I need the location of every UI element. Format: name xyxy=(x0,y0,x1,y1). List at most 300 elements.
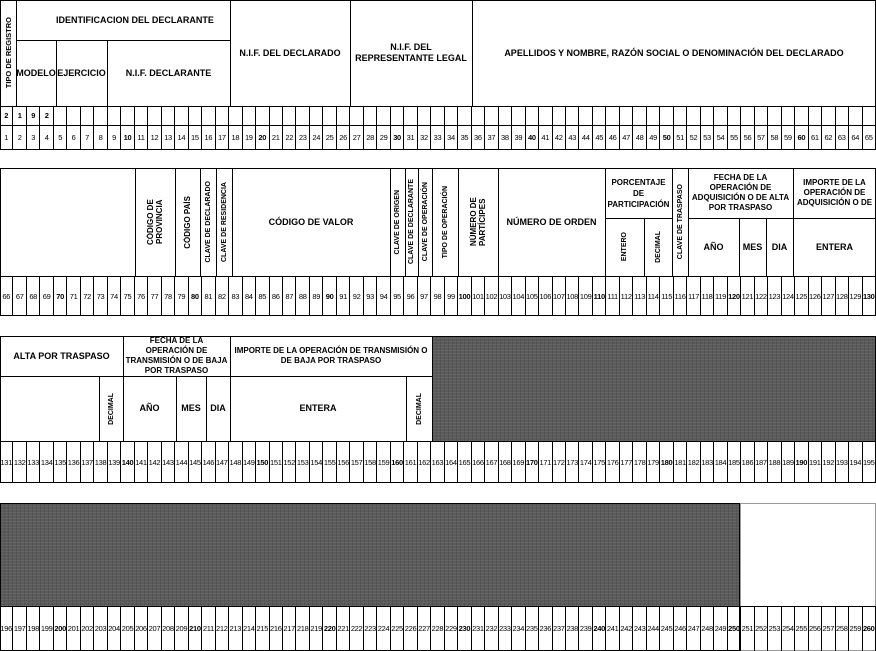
position-cell: 153 xyxy=(296,441,309,483)
codigo-pais-label: CÓDIGO PAÍS xyxy=(183,195,192,249)
input-cell[interactable] xyxy=(701,106,714,125)
position-cell: 180 xyxy=(660,441,673,483)
tipo-operacion-label: TIPO DE OPERACIÓN xyxy=(441,185,449,259)
position-cell: 165 xyxy=(458,441,471,483)
position-cell: 138 xyxy=(94,441,107,483)
position-cell: 87 xyxy=(283,276,296,316)
position-cell: 159 xyxy=(377,441,390,483)
position-cell: 152 xyxy=(283,441,296,483)
position-cell: 2 xyxy=(13,125,26,150)
dia-adq-header: DIA xyxy=(771,241,788,252)
position-cell: 125 xyxy=(795,276,808,316)
input-cell[interactable] xyxy=(849,106,862,125)
input-cell[interactable] xyxy=(202,106,215,125)
clave-declarado-label: CLAVE DE DECLARADO xyxy=(204,181,212,263)
position-cell: 7 xyxy=(81,125,94,150)
position-cell: 20 xyxy=(256,125,269,150)
porcentaje-entero-label: ENTERO xyxy=(621,232,628,262)
position-cell: 107 xyxy=(553,276,566,316)
input-cell[interactable] xyxy=(310,106,323,125)
position-cell: 258 xyxy=(836,606,849,651)
position-cell: 80 xyxy=(189,276,202,316)
input-cell[interactable] xyxy=(364,106,377,125)
position-cell: 226 xyxy=(404,606,417,651)
position-cell: 67 xyxy=(13,276,26,316)
position-cell: 141 xyxy=(135,441,148,483)
position-cell: 218 xyxy=(296,606,309,651)
position-cell: 179 xyxy=(647,441,660,483)
position-cell: 1 xyxy=(0,125,13,150)
position-cell: 254 xyxy=(782,606,795,651)
input-cell[interactable] xyxy=(189,106,202,125)
input-cell[interactable] xyxy=(283,106,296,125)
position-cell: 243 xyxy=(633,606,646,651)
input-cell[interactable]: 2 xyxy=(0,106,13,125)
dia-trans-header: DIA xyxy=(210,403,226,413)
input-cell[interactable] xyxy=(741,106,754,125)
nif-declarado-header: N.I.F. DEL DECLARADO xyxy=(239,47,341,58)
position-cell: 149 xyxy=(243,441,256,483)
input-cell[interactable] xyxy=(499,106,512,125)
input-cell[interactable] xyxy=(512,106,525,125)
position-cell: 251 xyxy=(741,606,754,651)
position-cell: 114 xyxy=(647,276,660,316)
position-cell: 130 xyxy=(863,276,876,316)
input-row-1 xyxy=(0,106,876,125)
position-cell: 78 xyxy=(162,276,175,316)
input-cell[interactable] xyxy=(768,106,781,125)
input-cell[interactable] xyxy=(243,106,256,125)
position-cell: 39 xyxy=(512,125,525,150)
position-cell: 73 xyxy=(94,276,107,316)
position-cell: 57 xyxy=(755,125,768,150)
position-cell: 59 xyxy=(782,125,795,150)
position-cell: 173 xyxy=(566,441,579,483)
position-cell: 220 xyxy=(323,606,336,651)
input-cell[interactable] xyxy=(485,106,498,125)
position-cell: 26 xyxy=(337,125,350,150)
input-cell[interactable] xyxy=(121,106,134,125)
position-cell: 53 xyxy=(701,125,714,150)
anio-trans-header: AÑO xyxy=(139,403,160,413)
position-cell: 8 xyxy=(94,125,107,150)
panel-1 xyxy=(0,0,876,150)
input-cell[interactable] xyxy=(674,106,687,125)
numero-participes-label: NÚMERO DE PARTÍCIPES xyxy=(469,197,487,247)
mes-trans-header: MES xyxy=(181,403,201,413)
position-cell: 144 xyxy=(175,441,188,483)
position-cell: 197 xyxy=(13,606,26,651)
position-cell: 131 xyxy=(0,441,13,483)
position-cell: 79 xyxy=(175,276,188,316)
input-cell[interactable] xyxy=(256,106,269,125)
input-cell[interactable] xyxy=(458,106,471,125)
position-cell: 228 xyxy=(431,606,444,651)
trans-decimal-label: DECIMAL xyxy=(415,392,423,425)
input-cell[interactable] xyxy=(472,106,485,125)
position-cell: 185 xyxy=(728,441,741,483)
importe-transmision-header: IMPORTE DE LA OPERACIÓN DE TRANSMISIÓN O DE BAJA POR TRASPASO xyxy=(234,346,428,365)
position-cell: 99 xyxy=(445,276,458,316)
position-cell: 44 xyxy=(580,125,593,150)
position-cell: 110 xyxy=(593,276,606,316)
position-cell: 94 xyxy=(377,276,390,316)
position-cell: 58 xyxy=(768,125,781,150)
position-cell: 139 xyxy=(108,441,121,483)
position-cell: 191 xyxy=(809,441,822,483)
panel-2 xyxy=(0,168,876,316)
input-cell[interactable] xyxy=(620,106,633,125)
panel-3 xyxy=(0,336,876,483)
position-cell: 143 xyxy=(162,441,175,483)
position-cell: 117 xyxy=(687,276,700,316)
clave-declarante-label: CLAVE DE DECLARANTE xyxy=(408,179,415,265)
nif-declarante-header: N.I.F. DECLARANTE xyxy=(125,67,212,78)
input-cell[interactable] xyxy=(660,106,673,125)
input-cell[interactable] xyxy=(687,106,700,125)
position-cell: 37 xyxy=(485,125,498,150)
position-cell: 4 xyxy=(40,125,53,150)
position-cell: 9 xyxy=(108,125,121,150)
position-cell: 85 xyxy=(256,276,269,316)
clave-residencia-label: CLAVE DE RESIDENCIA xyxy=(220,182,228,262)
input-cell[interactable] xyxy=(714,106,727,125)
input-cell[interactable] xyxy=(377,106,390,125)
position-cell: 246 xyxy=(674,606,687,651)
position-cell: 121 xyxy=(741,276,754,316)
position-cell: 257 xyxy=(822,606,835,651)
input-cell[interactable] xyxy=(755,106,768,125)
position-cell: 89 xyxy=(310,276,323,316)
position-cell: 142 xyxy=(148,441,161,483)
input-cell[interactable] xyxy=(323,106,336,125)
position-cell: 212 xyxy=(216,606,229,651)
porcentaje-header: PORCENTAJE DE PARTICIPACIÓN xyxy=(607,177,670,209)
position-cell: 172 xyxy=(553,441,566,483)
input-cell[interactable] xyxy=(404,106,417,125)
input-cell[interactable] xyxy=(391,106,404,125)
position-cell: 60 xyxy=(795,125,808,150)
position-cell: 51 xyxy=(674,125,687,150)
input-cell[interactable] xyxy=(229,106,242,125)
input-cell[interactable] xyxy=(809,106,822,125)
clave-origen-label: CLAVE DE ORIGEN xyxy=(394,189,401,255)
position-cell: 31 xyxy=(404,125,417,150)
position-cell: 195 xyxy=(863,441,876,483)
input-cell[interactable] xyxy=(633,106,646,125)
position-cell: 244 xyxy=(647,606,660,651)
position-cell: 76 xyxy=(135,276,148,316)
position-cell: 156 xyxy=(337,441,350,483)
porcentaje-decimal-label: DECIMAL xyxy=(654,231,662,263)
position-cell: 63 xyxy=(836,125,849,150)
position-cell: 97 xyxy=(418,276,431,316)
input-cell[interactable] xyxy=(350,106,363,125)
position-cell: 18 xyxy=(229,125,242,150)
position-cell: 194 xyxy=(849,441,862,483)
input-cell[interactable] xyxy=(566,106,579,125)
input-cell[interactable] xyxy=(54,106,67,125)
position-cell: 250 xyxy=(728,606,741,651)
position-cell: 38 xyxy=(499,125,512,150)
position-cell: 134 xyxy=(40,441,53,483)
position-cell: 193 xyxy=(836,441,849,483)
position-cell: 239 xyxy=(580,606,593,651)
position-cell: 252 xyxy=(755,606,768,651)
position-cell: 132 xyxy=(13,441,26,483)
position-cell: 158 xyxy=(364,441,377,483)
clave-operacion-label: CLAVE DE OPERACIÓN xyxy=(421,182,429,262)
apellidos-header: APELLIDOS Y NOMBRE, RAZÓN SOCIAL O DENOMINACIÓN DEL DECLARADO xyxy=(504,47,844,58)
position-cell: 206 xyxy=(135,606,148,651)
position-cell: 55 xyxy=(728,125,741,150)
position-cell: 224 xyxy=(377,606,390,651)
position-cell: 233 xyxy=(499,606,512,651)
input-cell[interactable] xyxy=(795,106,808,125)
input-cell[interactable] xyxy=(728,106,741,125)
position-cell: 162 xyxy=(418,441,431,483)
position-cell: 25 xyxy=(323,125,336,150)
number-row-4 xyxy=(0,606,876,651)
input-cell[interactable] xyxy=(162,106,175,125)
position-cell: 101 xyxy=(472,276,485,316)
input-cell[interactable] xyxy=(836,106,849,125)
position-cell: 40 xyxy=(526,125,539,150)
input-cell[interactable] xyxy=(270,106,283,125)
position-cell: 113 xyxy=(633,276,646,316)
anio-adq-header: AÑO xyxy=(703,241,724,252)
position-cell: 45 xyxy=(593,125,606,150)
shaded-area-3 xyxy=(432,337,875,441)
position-cell: 98 xyxy=(431,276,444,316)
input-cell[interactable] xyxy=(94,106,107,125)
input-cell[interactable] xyxy=(431,106,444,125)
position-cell: 208 xyxy=(162,606,175,651)
input-cell[interactable] xyxy=(135,106,148,125)
position-cell: 108 xyxy=(566,276,579,316)
position-cell: 151 xyxy=(270,441,283,483)
position-cell: 256 xyxy=(809,606,822,651)
input-cell[interactable] xyxy=(863,106,876,125)
position-cell: 62 xyxy=(822,125,835,150)
position-cell: 199 xyxy=(40,606,53,651)
position-cell: 215 xyxy=(256,606,269,651)
position-cell: 118 xyxy=(701,276,714,316)
position-cell: 5 xyxy=(54,125,67,150)
position-cell: 235 xyxy=(526,606,539,651)
input-cell[interactable] xyxy=(606,106,619,125)
input-cell[interactable] xyxy=(175,106,188,125)
number-row-2 xyxy=(0,276,876,316)
position-cell: 183 xyxy=(701,441,714,483)
position-cell: 129 xyxy=(849,276,862,316)
position-cell: 90 xyxy=(323,276,336,316)
position-cell: 184 xyxy=(714,441,727,483)
position-cell: 160 xyxy=(391,441,404,483)
position-cell: 43 xyxy=(566,125,579,150)
position-cell: 109 xyxy=(580,276,593,316)
codigo-valor-header: CÓDIGO DE VALOR xyxy=(268,216,354,227)
position-cell: 69 xyxy=(40,276,53,316)
position-cell: 219 xyxy=(310,606,323,651)
numero-orden-header: NÚMERO DE ORDEN xyxy=(506,216,597,227)
position-cell: 238 xyxy=(566,606,579,651)
position-cell: 17 xyxy=(216,125,229,150)
position-cell: 42 xyxy=(553,125,566,150)
position-cell: 248 xyxy=(701,606,714,651)
position-cell: 182 xyxy=(687,441,700,483)
position-cell: 52 xyxy=(687,125,700,150)
position-cell: 104 xyxy=(512,276,525,316)
position-cell: 91 xyxy=(337,276,350,316)
position-cell: 135 xyxy=(54,441,67,483)
position-cell: 81 xyxy=(202,276,215,316)
input-cell[interactable] xyxy=(337,106,350,125)
position-cell: 21 xyxy=(270,125,283,150)
position-cell: 54 xyxy=(714,125,727,150)
position-cell: 236 xyxy=(539,606,552,651)
position-cell: 216 xyxy=(270,606,283,651)
position-cell: 128 xyxy=(836,276,849,316)
input-cell[interactable] xyxy=(445,106,458,125)
position-cell: 120 xyxy=(728,276,741,316)
position-cell: 41 xyxy=(539,125,552,150)
position-cell: 260 xyxy=(863,606,876,651)
position-cell: 84 xyxy=(243,276,256,316)
position-cell: 3 xyxy=(27,125,40,150)
input-cell[interactable] xyxy=(526,106,539,125)
position-cell: 19 xyxy=(243,125,256,150)
position-cell: 92 xyxy=(350,276,363,316)
position-cell: 65 xyxy=(863,125,876,150)
position-cell: 205 xyxy=(121,606,134,651)
position-cell: 112 xyxy=(620,276,633,316)
position-cell: 6 xyxy=(67,125,80,150)
position-cell: 105 xyxy=(526,276,539,316)
position-cell: 227 xyxy=(418,606,431,651)
position-cell: 169 xyxy=(512,441,525,483)
input-cell[interactable] xyxy=(418,106,431,125)
position-cell: 189 xyxy=(782,441,795,483)
position-cell: 36 xyxy=(472,125,485,150)
position-cell: 148 xyxy=(229,441,242,483)
position-cell: 186 xyxy=(741,441,754,483)
fecha-adquisicion-header: FECHA DE LA OPERACIÓN DE ADQUISICIÓN O DE ALTA POR TRASPASO xyxy=(691,173,790,212)
input-cell[interactable] xyxy=(216,106,229,125)
position-cell: 77 xyxy=(148,276,161,316)
input-cell[interactable] xyxy=(553,106,566,125)
position-cell: 237 xyxy=(553,606,566,651)
position-cell: 210 xyxy=(189,606,202,651)
modelo-header: MODELO xyxy=(16,67,56,78)
position-cell: 259 xyxy=(849,606,862,651)
position-cell: 145 xyxy=(189,441,202,483)
position-cell: 249 xyxy=(714,606,727,651)
input-cell[interactable]: 9 xyxy=(27,106,40,125)
position-cell: 171 xyxy=(539,441,552,483)
position-cell: 178 xyxy=(633,441,646,483)
input-cell[interactable] xyxy=(81,106,94,125)
position-cell: 96 xyxy=(404,276,417,316)
position-cell: 127 xyxy=(822,276,835,316)
position-cell: 154 xyxy=(310,441,323,483)
input-cell[interactable] xyxy=(108,106,121,125)
position-cell: 150 xyxy=(256,441,269,483)
input-cell[interactable] xyxy=(593,106,606,125)
position-cell: 146 xyxy=(202,441,215,483)
position-cell: 136 xyxy=(67,441,80,483)
position-cell: 14 xyxy=(175,125,188,150)
input-cell[interactable] xyxy=(580,106,593,125)
nif-representante-header: N.I.F. DEL REPRESENTANTE LEGAL xyxy=(355,42,467,63)
position-cell: 192 xyxy=(822,441,835,483)
position-cell: 242 xyxy=(620,606,633,651)
position-cell: 49 xyxy=(647,125,660,150)
position-cell: 167 xyxy=(485,441,498,483)
number-row-1 xyxy=(0,125,876,150)
position-cell: 61 xyxy=(809,125,822,150)
position-cell: 33 xyxy=(431,125,444,150)
position-cell: 245 xyxy=(660,606,673,651)
position-cell: 168 xyxy=(499,441,512,483)
position-cell: 10 xyxy=(121,125,134,150)
position-cell: 232 xyxy=(485,606,498,651)
position-cell: 225 xyxy=(391,606,404,651)
position-cell: 93 xyxy=(364,276,377,316)
position-cell: 82 xyxy=(216,276,229,316)
position-cell: 56 xyxy=(741,125,754,150)
position-cell: 137 xyxy=(81,441,94,483)
input-cell[interactable]: 2 xyxy=(40,106,53,125)
position-cell: 102 xyxy=(485,276,498,316)
position-cell: 213 xyxy=(229,606,242,651)
position-cell: 203 xyxy=(94,606,107,651)
position-cell: 166 xyxy=(472,441,485,483)
position-cell: 170 xyxy=(526,441,539,483)
position-cell: 28 xyxy=(364,125,377,150)
position-cell: 221 xyxy=(337,606,350,651)
position-cell: 72 xyxy=(81,276,94,316)
position-cell: 190 xyxy=(795,441,808,483)
input-cell[interactable] xyxy=(148,106,161,125)
position-cell: 13 xyxy=(162,125,175,150)
position-cell: 174 xyxy=(580,441,593,483)
position-cell: 214 xyxy=(243,606,256,651)
position-cell: 47 xyxy=(620,125,633,150)
mes-adq-header: MES xyxy=(742,241,763,252)
position-cell: 64 xyxy=(849,125,862,150)
input-cell[interactable]: 1 xyxy=(13,106,26,125)
panel-4 xyxy=(0,503,876,651)
position-cell: 75 xyxy=(121,276,134,316)
position-cell: 202 xyxy=(81,606,94,651)
position-cell: 188 xyxy=(768,441,781,483)
input-cell[interactable] xyxy=(647,106,660,125)
input-cell[interactable] xyxy=(67,106,80,125)
codigo-provincia-label: CÓDIGO DE PROVINCIA xyxy=(146,199,164,245)
input-cell[interactable] xyxy=(822,106,835,125)
position-cell: 86 xyxy=(270,276,283,316)
position-cell: 12 xyxy=(148,125,161,150)
position-cell: 119 xyxy=(714,276,727,316)
position-cell: 50 xyxy=(660,125,673,150)
position-cell: 187 xyxy=(755,441,768,483)
position-cell: 24 xyxy=(310,125,323,150)
input-cell[interactable] xyxy=(782,106,795,125)
input-cell[interactable] xyxy=(539,106,552,125)
clave-traspaso-label: CLAVE DE TRASPASO xyxy=(676,184,684,260)
input-cell[interactable] xyxy=(296,106,309,125)
